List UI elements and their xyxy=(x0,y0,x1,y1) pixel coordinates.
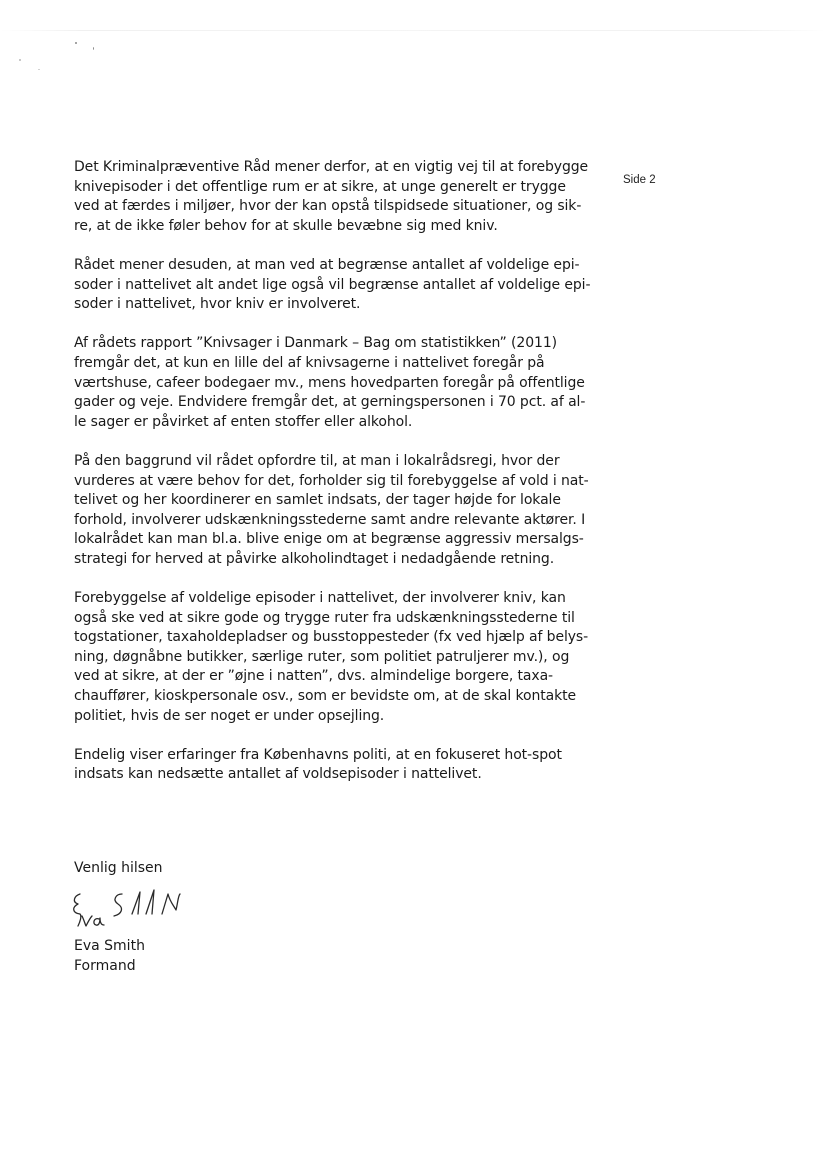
scan-speck xyxy=(93,47,94,50)
page-number-label: Side 2 xyxy=(623,174,656,186)
text-line: re, at de ikke føler behov for at skulle bevæbne sig med kniv. xyxy=(74,217,498,234)
paragraph-1 xyxy=(74,158,614,236)
paragraph-5 xyxy=(74,589,614,726)
text-line: Det Kriminalpræventive Råd mener derfor, at en vigtig vej til at forebygge xyxy=(74,159,589,175)
text-line: politiet, hvis de ser noget er under opsejling. xyxy=(74,707,385,724)
paragraph-6 xyxy=(74,746,614,785)
text-line: soder i nattelivet, hvor kniv er involveret. xyxy=(74,296,361,313)
text-line: Rådet mener desuden, at man ved at begrænse antallet af voldelige epi- xyxy=(74,256,580,273)
text-line: vurderes at være behov for det, forholder sig til forebyggelse af vold i nat- xyxy=(74,472,589,489)
paragraph-4 xyxy=(74,452,614,570)
text-line: ved at færdes i miljøer, hvor der kan opstå tilspidsede situationer, og sik- xyxy=(74,198,582,215)
text-line: togstationer, taxaholdepladser og busstoppesteder (fx ved hjælp af belys- xyxy=(74,629,589,646)
text-line: chauffører, kioskpersonale osv., som er bevidste om, at de skal kontakte xyxy=(74,688,577,705)
closing-greeting: Venlig hilsen xyxy=(74,860,163,876)
text-line: gader og veje. Endvidere fremgår det, at gerningspersonen i 70 pct. af al- xyxy=(74,394,586,411)
text-line: le sager er påvirket af enten stoffer eller alkohol. xyxy=(74,413,413,430)
text-line: På den baggrund vil rådet opfordre til, at man i lokalrådsregi, hvor der xyxy=(74,452,560,469)
text-line: Af rådets rapport ”Knivsager i Danmark – Bag om statistikken” (2011) xyxy=(74,335,557,352)
text-line: ning, døgnåbne butikker, særlige ruter, som politiet patruljerer mv.), og xyxy=(74,648,570,665)
scan-speck xyxy=(38,69,40,70)
signatory-block xyxy=(74,937,145,976)
scan-speck xyxy=(19,59,21,61)
text-line: soder i nattelivet alt andet lige også vil begrænse antallet af voldelige epi- xyxy=(74,276,591,293)
text-line: fremgår det, at kun en lille del af knivsagerne i nattelivet foregår på xyxy=(74,354,545,371)
text-line: ved at sikre, at der er ”øjne i natten”, dvs. almindelige borgere, taxa- xyxy=(74,668,554,685)
paragraph-3 xyxy=(74,334,614,432)
text-line: også ske ved at sikre gode og trygge ruter fra udskænkningsstederne til xyxy=(74,609,575,626)
scan-edge-artifact xyxy=(0,30,826,31)
text-line: værtshuse, cafeer bodegaer mv., mens hovedparten foregår på offentlige xyxy=(74,374,585,391)
text-line: Forebyggelse af voldelige episoder i nattelivet, der involverer kniv, kan xyxy=(74,590,566,607)
signatory-name: Eva Smith xyxy=(74,938,145,954)
scan-speck xyxy=(75,42,77,44)
text-line: strategi for herved at påvirke alkoholindtaget i nedadgående retning. xyxy=(74,550,555,567)
letter-body xyxy=(74,158,614,805)
signatory-title: Formand xyxy=(74,957,136,974)
text-line: lokalrådet kan man bl.a. blive enige om at begrænse aggressiv mersalgs- xyxy=(74,531,584,548)
text-line: forhold, involverer udskænkningsstederne samt andre relevante aktører. I xyxy=(74,511,586,528)
paragraph-2 xyxy=(74,256,614,315)
text-line: Endelig viser erfaringer fra Københavns politi, at en fokuseret hot-spot xyxy=(74,746,562,763)
text-line: telivet og her koordinerer en samlet indsats, der tager højde for lokale xyxy=(74,492,561,509)
text-line: indsats kan nedsætte antallet af voldsepisoder i nattelivet. xyxy=(74,766,482,783)
handwritten-signature-icon xyxy=(66,880,186,936)
text-line: knivepisoder i det offentlige rum er at sikre, at unge generelt er trygge xyxy=(74,178,566,195)
